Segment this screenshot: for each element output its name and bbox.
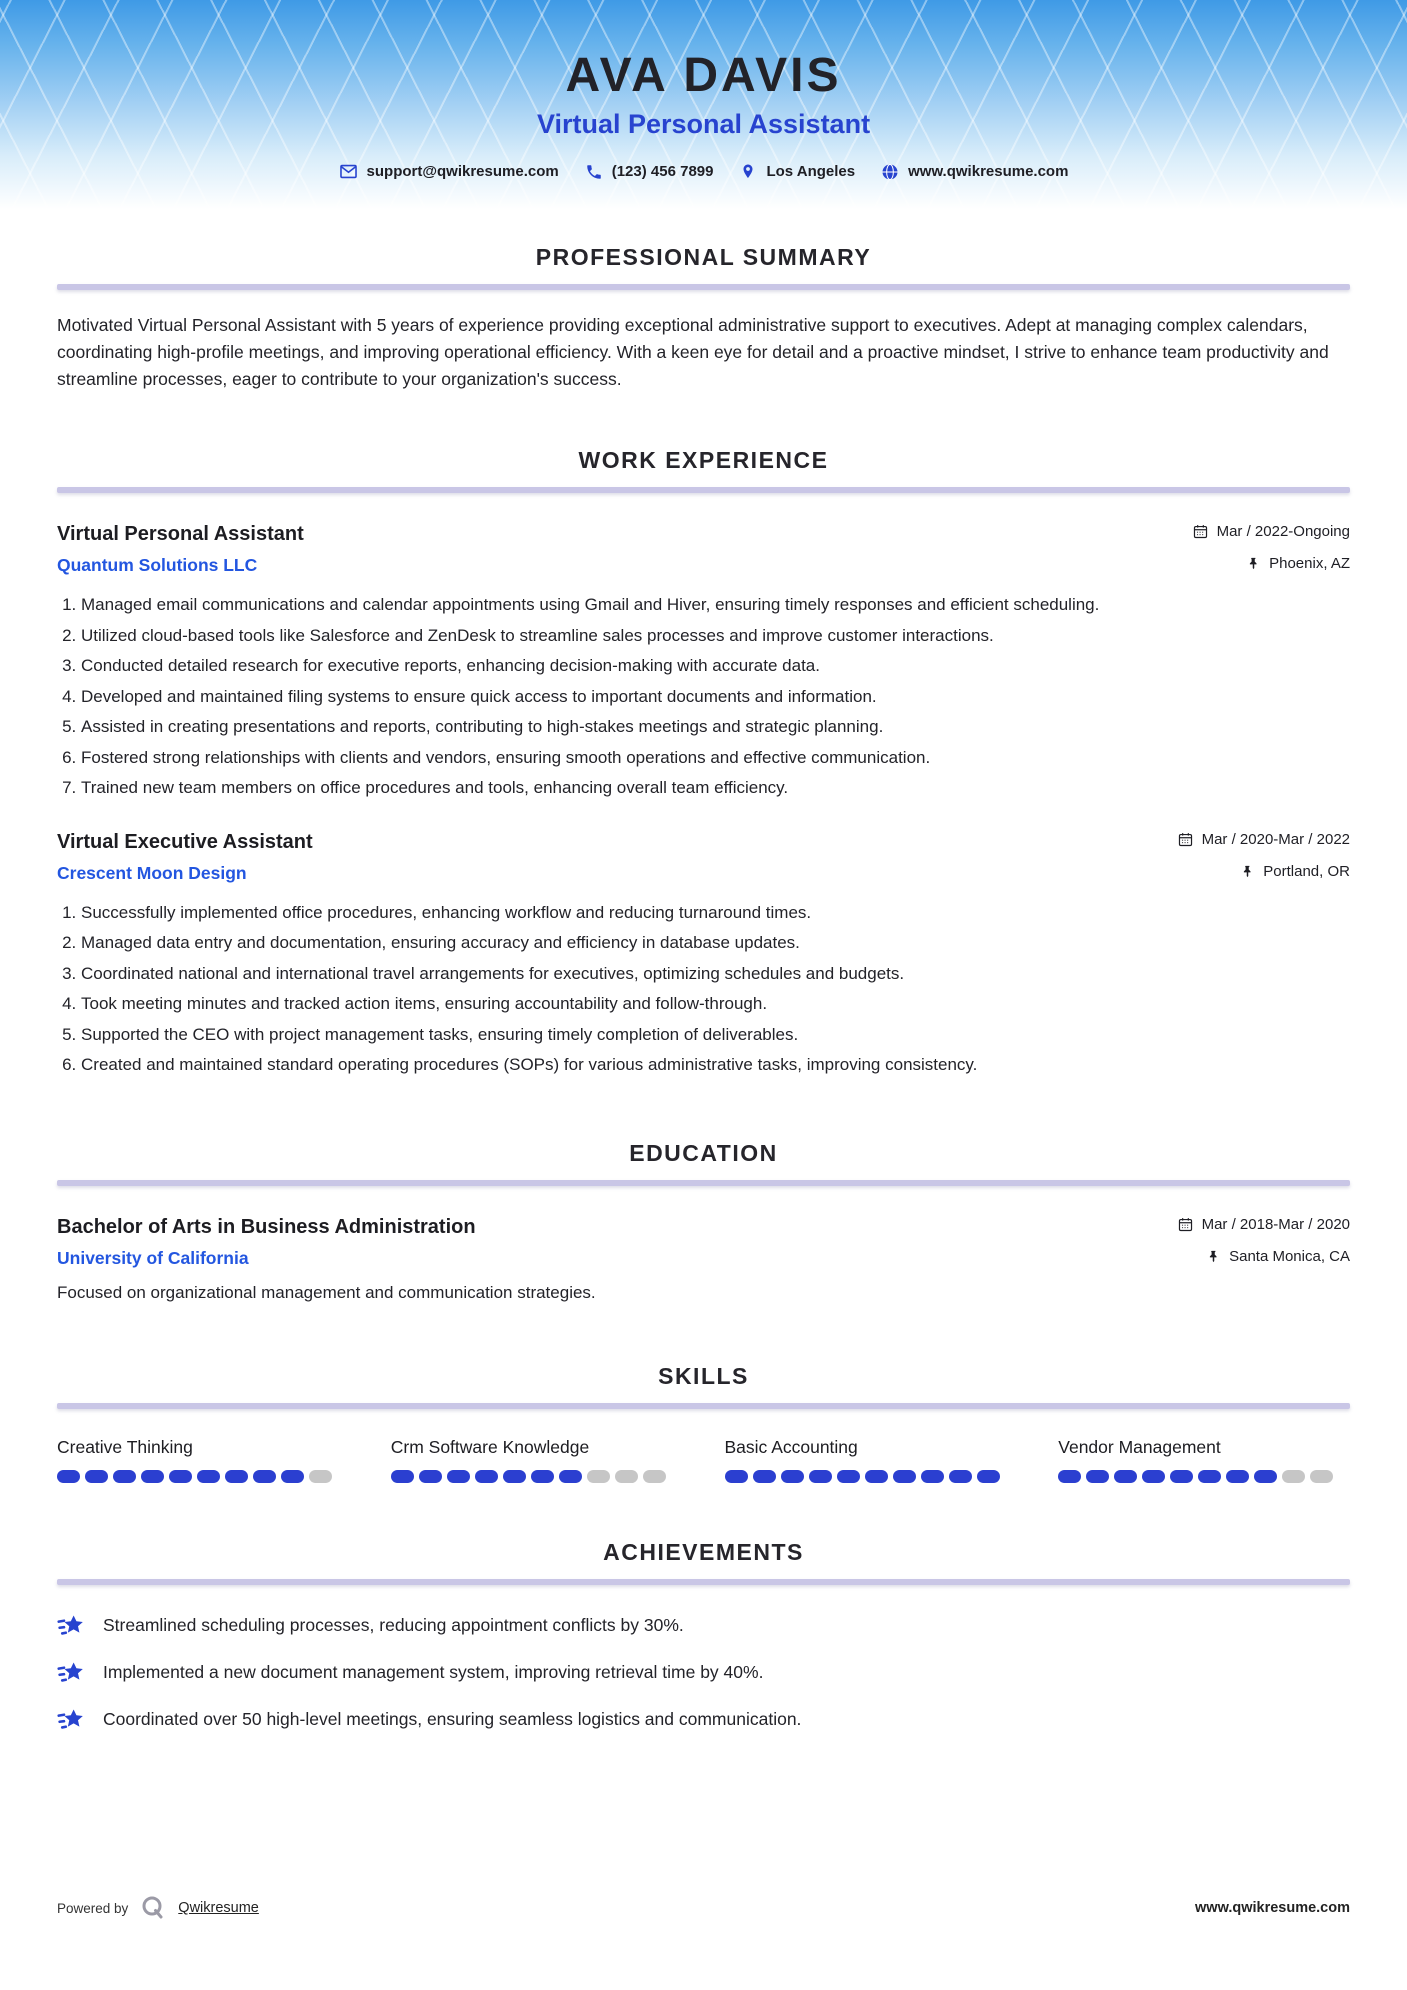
company-link[interactable]: Quantum Solutions LLC <box>57 555 258 576</box>
job-entry <box>57 831 1350 1078</box>
skill-level-segment <box>615 1470 638 1483</box>
job-entry <box>57 523 1350 801</box>
skill-item <box>725 1437 1017 1483</box>
skill-level-segment <box>1142 1470 1165 1483</box>
skill-level-segment <box>447 1470 470 1483</box>
skill-level-segment <box>1310 1470 1333 1483</box>
contact-website-text: www.qwikresume.com <box>908 163 1069 180</box>
achievement-text: Coordinated over 50 high-level meetings, ensuring seamless logistics and communication. <box>103 1709 802 1730</box>
job-bullet: 5. Assisted in creating presentations and reports, contributing to high-stakes meetings and strategic planning. <box>81 714 1350 740</box>
footer <box>57 1893 1350 1923</box>
shooting-star-icon <box>57 1707 85 1733</box>
skills-grid <box>57 1437 1350 1483</box>
contact-email <box>339 162 559 181</box>
achievement-text: Streamlined scheduling processes, reducing appointment conflicts by 30%. <box>103 1615 684 1636</box>
job-title: Virtual Personal Assistant <box>57 523 304 546</box>
degree-title: Bachelor of Arts in Business Administration <box>57 1215 476 1238</box>
education-location <box>1206 1248 1350 1265</box>
summary-heading: PROFESSIONAL SUMMARY <box>535 244 872 270</box>
skill-level-segment <box>503 1470 526 1483</box>
skill-level-segment <box>643 1470 666 1483</box>
company-link[interactable]: Crescent Moon Design <box>57 862 247 883</box>
job-sub-row <box>57 863 1350 884</box>
skill-level-segment <box>1114 1470 1137 1483</box>
skill-level-segment <box>281 1470 304 1483</box>
qwikresume-logo-icon <box>138 1893 168 1923</box>
skill-level-segment <box>391 1470 414 1483</box>
job-bullet: 1. Successfully implemented office procedures, enhancing workflow and reducing turnaround times. <box>81 900 1350 926</box>
job-title: Virtual Executive Assistant <box>57 830 313 853</box>
job-bullet: 2. Utilized cloud-based tools like Salesforce and ZenDesk to streamline sales processes and improve customer interactions. <box>81 623 1350 649</box>
skill-level-segment <box>1086 1470 1109 1483</box>
skill-level-segment <box>1058 1470 1081 1483</box>
skill-level-segment <box>169 1470 192 1483</box>
qwikresume-link[interactable]: Qwikresume <box>178 1900 259 1916</box>
globe-icon <box>881 163 899 181</box>
job-bullet: 5. Supported the CEO with project management tasks, ensuring timely completion of deliverables. <box>81 1022 1350 1048</box>
calendar-icon <box>1177 831 1194 848</box>
pushpin-icon <box>1240 864 1255 879</box>
skill-level-segment <box>977 1470 1000 1483</box>
contact-row <box>0 162 1407 181</box>
skill-item <box>1058 1437 1350 1483</box>
contact-location <box>739 163 855 181</box>
job-bullet: 6. Created and maintained standard operating procedures (SOPs) for various administrative tasks, improving consistency. <box>81 1052 1350 1078</box>
location-pin-icon <box>739 163 757 181</box>
job-bullet: 3. Conducted detailed research for executive reports, enhancing decision-making with accurate data. <box>81 653 1350 679</box>
summary-text: Motivated Virtual Personal Assistant with 5 years of experience providing exceptional administrative support to executives. Adept at managing complex calendars, coordinating high-profile meetings, and improving operational efficiency. With a keen eye for detail and a proactive mindset, I strive to enhance team productivity and streamline processes, eager to contribute to your organization's success. <box>57 315 1329 390</box>
calendar-icon <box>1192 523 1209 540</box>
education-description: Focused on organizational management and communication strategies. <box>57 1282 596 1302</box>
skill-level-segment <box>225 1470 248 1483</box>
header-banner <box>0 0 1407 218</box>
contact-phone-text: (123) 456 7899 <box>611 163 714 180</box>
education-heading: EDUCATION <box>629 1139 778 1166</box>
job-sub-row <box>57 555 1350 576</box>
section-skills <box>57 1363 1350 1483</box>
resume-content <box>0 244 1407 1733</box>
calendar-icon <box>1177 1216 1194 1233</box>
job-bullet: 7. Trained new team members on office procedures and tools, enhancing overall team efficiency. <box>81 775 1350 801</box>
education-head-row <box>57 1216 1350 1239</box>
skill-level-segment <box>253 1470 276 1483</box>
section-divider <box>57 1579 1350 1585</box>
skill-level-bar <box>391 1470 683 1483</box>
skill-level-segment <box>837 1470 860 1483</box>
skill-level-segment <box>1282 1470 1305 1483</box>
achievement-item <box>57 1707 1350 1733</box>
shooting-star-icon <box>57 1660 85 1686</box>
contact-email-text: support@qwikresume.com <box>366 163 559 180</box>
job-head-row <box>57 831 1350 854</box>
section-divider <box>57 284 1350 290</box>
job-bullet: 4. Developed and maintained filing systems to ensure quick access to important documents and information. <box>81 684 1350 710</box>
skill-level-segment <box>809 1470 832 1483</box>
phone-icon <box>585 163 603 181</box>
job-head-row <box>57 523 1350 546</box>
work-heading: WORK EXPERIENCE <box>578 447 829 474</box>
job-location <box>1246 555 1350 572</box>
job-bullet-list <box>57 592 1350 801</box>
skill-level-bar <box>1058 1470 1350 1483</box>
job-bullet: 4. Took meeting minutes and tracked action items, ensuring accountability and follow-through. <box>81 991 1350 1017</box>
job-bullet-list <box>57 900 1350 1078</box>
skill-item <box>57 1437 349 1483</box>
skill-level-segment <box>419 1470 442 1483</box>
skill-level-segment <box>559 1470 582 1483</box>
job-dates <box>1177 831 1350 848</box>
skill-level-segment <box>531 1470 554 1483</box>
job-bullet: 3. Coordinated national and international travel arrangements for executives, optimizing schedules and budgets. <box>81 961 1350 987</box>
skill-level-segment <box>141 1470 164 1483</box>
skill-level-segment <box>865 1470 888 1483</box>
achievements-heading: ACHIEVEMENTS <box>603 1538 804 1565</box>
skill-level-segment <box>949 1470 972 1483</box>
skill-level-segment <box>753 1470 776 1483</box>
person-name: AVA DAVIS <box>565 49 842 102</box>
job-dates-text: Mar / 2020-Mar / 2022 <box>1201 830 1350 848</box>
achievement-text: Implemented a new document management system, improving retrieval time by 40%. <box>103 1662 764 1683</box>
skill-level-segment <box>113 1470 136 1483</box>
skill-level-segment <box>725 1470 748 1483</box>
skill-level-segment <box>893 1470 916 1483</box>
section-divider <box>57 1180 1350 1186</box>
skill-level-bar <box>725 1470 1017 1483</box>
skill-level-segment <box>197 1470 220 1483</box>
footer-website-text: www.qwikresume.com <box>1195 1900 1350 1916</box>
education-dates-text: Mar / 2018-Mar / 2020 <box>1201 1215 1350 1233</box>
achievements-list <box>57 1613 1350 1733</box>
job-location <box>1240 863 1350 880</box>
skill-item <box>391 1437 683 1483</box>
education-location-text: Santa Monica, CA <box>1229 1247 1350 1265</box>
section-professional-summary <box>57 244 1350 393</box>
skill-name: Basic Accounting <box>724 1436 858 1457</box>
skill-level-segment <box>587 1470 610 1483</box>
powered-by-text: Powered by <box>57 1900 129 1916</box>
envelope-icon <box>339 162 358 181</box>
job-bullet: 2. Managed data entry and documentation, ensuring accuracy and efficiency in database updates. <box>81 930 1350 956</box>
person-title: Virtual Personal Assistant <box>536 109 871 139</box>
skill-level-segment <box>1198 1470 1221 1483</box>
shooting-star-icon <box>57 1613 85 1639</box>
job-location-text: Phoenix, AZ <box>1269 555 1350 573</box>
pushpin-icon <box>1246 556 1261 571</box>
skill-level-segment <box>1170 1470 1193 1483</box>
achievement-item <box>57 1660 1350 1686</box>
skill-name: Creative Thinking <box>57 1436 193 1457</box>
section-work-experience <box>57 447 1350 1078</box>
section-divider <box>57 487 1350 493</box>
education-dates <box>1177 1216 1350 1233</box>
skill-level-segment <box>781 1470 804 1483</box>
skill-level-segment <box>1254 1470 1277 1483</box>
skill-level-segment <box>921 1470 944 1483</box>
skill-level-bar <box>57 1470 349 1483</box>
job-dates-text: Mar / 2022-Ongoing <box>1216 523 1350 541</box>
footer-branding <box>57 1893 259 1923</box>
job-dates <box>1192 523 1350 540</box>
education-entry <box>57 1216 1350 1303</box>
contact-website <box>881 163 1068 181</box>
job-bullet: 6. Fostered strong relationships with clients and vendors, ensuring smooth operations and effective communication. <box>81 745 1350 771</box>
section-achievements <box>57 1539 1350 1733</box>
skill-level-segment <box>1226 1470 1249 1483</box>
contact-phone <box>585 163 714 181</box>
skill-level-segment <box>57 1470 80 1483</box>
achievement-item <box>57 1613 1350 1639</box>
section-education <box>57 1140 1350 1303</box>
skills-heading: SKILLS <box>658 1362 749 1389</box>
pushpin-icon <box>1206 1249 1221 1264</box>
school-link[interactable]: University of California <box>57 1247 249 1268</box>
skill-level-segment <box>475 1470 498 1483</box>
skill-name: Vendor Management <box>1058 1436 1221 1457</box>
section-divider <box>57 1403 1350 1409</box>
contact-location-text: Los Angeles <box>766 163 856 180</box>
skill-level-segment <box>309 1470 332 1483</box>
skill-level-segment <box>85 1470 108 1483</box>
job-bullet: 1. Managed email communications and calendar appointments using Gmail and Hiver, ensuring timely responses and efficient scheduling. <box>81 592 1350 618</box>
job-location-text: Portland, OR <box>1263 862 1350 880</box>
education-sub-row <box>57 1248 1350 1269</box>
skill-name: Crm Software Knowledge <box>390 1436 590 1457</box>
